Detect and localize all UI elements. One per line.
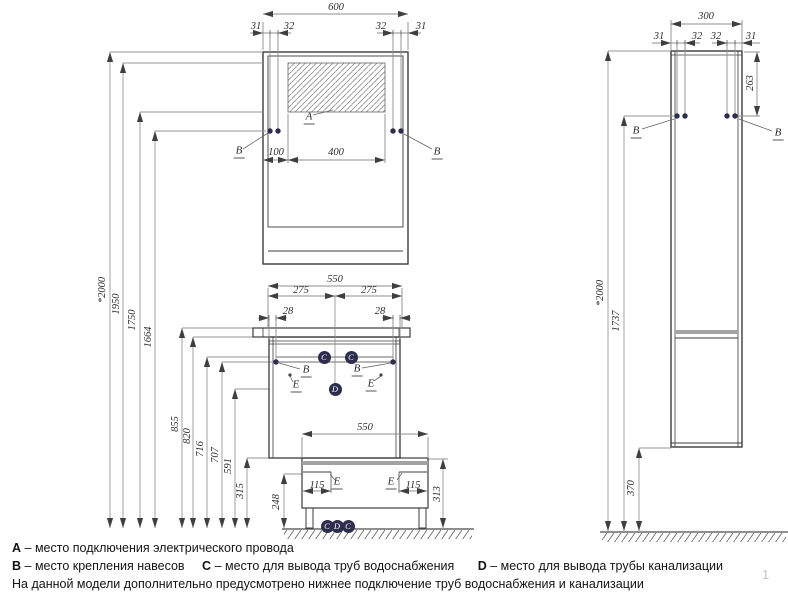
dim-vanity-offset-left: 28: [282, 305, 294, 317]
dim-vanity-offset-right: 28: [374, 305, 386, 317]
dim-height-1950: 1950: [110, 293, 122, 315]
dim-height-855: 855: [169, 416, 181, 432]
label-b-mirror-right: B: [433, 145, 441, 158]
electric-zone-a-hatch: [288, 63, 385, 112]
dim-zone-offset: 100: [268, 146, 284, 158]
label-b-mirror-left: B: [235, 144, 243, 157]
note-text-d: – место для вывода трубы канализации: [490, 559, 723, 573]
dim-height-707: 707: [209, 447, 221, 463]
label-e-bottom-right: E: [387, 475, 395, 488]
dim-mirror-width: 600: [328, 1, 344, 13]
dim-column-width: 300: [698, 10, 714, 22]
page-number: 1: [762, 567, 770, 582]
bottom-view-outline: [302, 458, 428, 528]
dim-height-2000: *2000: [96, 276, 108, 304]
dim-column-edge-left: 31: [653, 30, 665, 42]
dim-bottom-inset-left: 115: [309, 479, 325, 491]
note-text-a: – место подключения электрического провода: [24, 541, 294, 555]
dim-vanity-half-left: 275: [293, 284, 309, 296]
dim-height-820: 820: [181, 428, 193, 444]
label-b-column-left: B: [632, 124, 640, 137]
dim-mirror-edge-left: 31: [250, 20, 262, 32]
dim-column-hole-right: 32: [710, 30, 722, 42]
note-key-c: С: [202, 559, 212, 573]
note-line-bottom-connection: На данной модели дополнительно предусмотрено нижнее подключение труб водоснабжения и канализации: [12, 577, 644, 591]
dim-height-591: 591: [222, 458, 234, 474]
label-b-vanity-left: B: [302, 363, 310, 376]
note-text-c: – место для вывода труб водоснабжения: [214, 559, 455, 573]
height-dimension-lines: [110, 52, 448, 528]
dim-height-1750: 1750: [126, 309, 138, 331]
legend-notes: [12, 541, 772, 595]
note-key-b: В: [12, 559, 22, 573]
note-key-a: А: [12, 541, 22, 555]
column-cabinet-outline: [671, 51, 742, 447]
dim-column-hole-left: 32: [691, 30, 703, 42]
dim-height-1664: 1664: [142, 326, 154, 348]
dim-column-1737: 1737: [610, 310, 622, 332]
marker-d-floor: D: [331, 520, 344, 533]
label-b-vanity-right: B: [353, 362, 361, 375]
dim-mirror-edge-right: 31: [415, 20, 427, 32]
column-cabinet-leaders: [642, 119, 772, 131]
dim-height-248: 248: [270, 494, 282, 510]
marker-c-water-left: C: [318, 351, 331, 364]
label-e-vanity-right: E: [367, 377, 375, 390]
dim-mirror-hole-right: 32: [375, 20, 387, 32]
dim-mirror-hole-left: 32: [283, 20, 295, 32]
vanity-dimensions: [258, 286, 411, 360]
dim-vanity-width: 550: [327, 273, 343, 285]
dim-height-716: 716: [194, 441, 206, 457]
floor-left: [282, 529, 474, 539]
dim-zone-width: 400: [328, 146, 344, 158]
dim-height-315: 315: [234, 483, 246, 499]
label-e-bottom-left: E: [333, 475, 341, 488]
label-b-column-right: B: [774, 126, 782, 139]
column-mounting-holes: [674, 113, 737, 118]
note-text-b: – место крепления навесов: [24, 559, 185, 573]
dim-column-2000: *2000: [594, 279, 606, 307]
dim-column-370: 370: [625, 480, 637, 496]
column-cabinet-dimensions: [608, 20, 760, 531]
dim-column-hole-depth: 263: [744, 75, 756, 91]
marker-c-floor-right: C: [342, 520, 355, 533]
marker-c-floor-left: C: [321, 520, 334, 533]
dim-bottom-inset-right: 115: [405, 479, 421, 491]
dim-height-313: 313: [431, 486, 443, 502]
dim-column-edge-right: 31: [745, 30, 757, 42]
note-key-d: D: [477, 559, 487, 573]
dim-bottom-width: 550: [357, 421, 373, 433]
note-line-a: [12, 541, 772, 555]
note-line-bcd: [12, 559, 772, 573]
dim-vanity-half-right: 275: [361, 284, 377, 296]
label-e-vanity-left: E: [292, 378, 300, 391]
label-a-electric: A: [305, 110, 313, 123]
marker-c-water-right: C: [345, 351, 358, 364]
marker-d-sewage: D: [329, 383, 342, 396]
